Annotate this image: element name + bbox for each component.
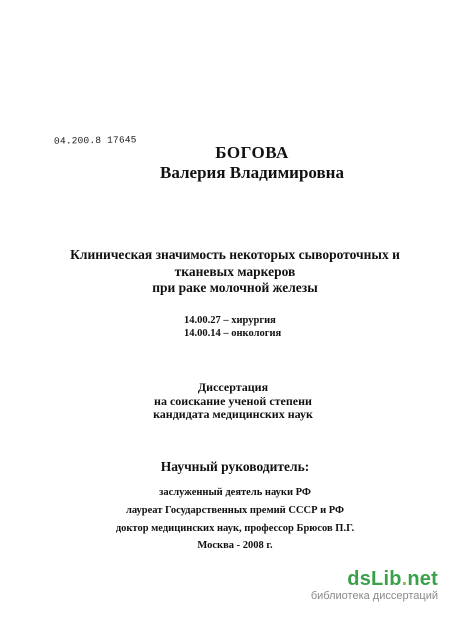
- specialty-line: 14.00.14 – онкология: [184, 328, 282, 339]
- degree-line: кандидата медицинских наук: [153, 407, 313, 421]
- advisor-line: лауреат Государственных премий СССР и РФ: [125, 505, 345, 516]
- logo-dot: .: [401, 568, 408, 590]
- specialty-line: 14.00.27 – хирургия: [184, 315, 276, 326]
- specialty-codes: [10, 314, 450, 340]
- title-line: при раке молочной железы: [152, 280, 318, 295]
- advisor-heading: Научный руководитель:: [160, 459, 310, 474]
- author-surname: БОГОВА: [215, 143, 289, 162]
- author-given-names: Валерия Владимировна: [160, 163, 344, 182]
- advisor-line: заслуженный деятель науки РФ: [159, 487, 311, 498]
- advisor-line: доктор медицинских наук, профессор Брюсов П.Г.: [115, 523, 355, 534]
- dissertation-title: [10, 247, 450, 297]
- degree-line: Диссертация: [197, 380, 269, 394]
- logo-right-text: net: [407, 568, 438, 590]
- degree-statement: [8, 381, 450, 422]
- watermark-subtitle: библиотека диссертаций: [310, 590, 438, 602]
- title-line: тканевых маркеров: [174, 263, 296, 279]
- archive-stamp: 04.200.8 17645: [53, 134, 137, 147]
- advisor-credentials: [10, 486, 450, 540]
- logo-left-text: dsLib: [347, 568, 402, 590]
- dslib-watermark[interactable]: [311, 568, 438, 602]
- place-and-year: Москва - 2008 г.: [197, 540, 273, 551]
- degree-line: на соискание ученой степени: [154, 393, 312, 408]
- dslib-logo: [311, 568, 438, 591]
- title-line: Клиническая значимость некоторых сывороточных и: [70, 247, 400, 262]
